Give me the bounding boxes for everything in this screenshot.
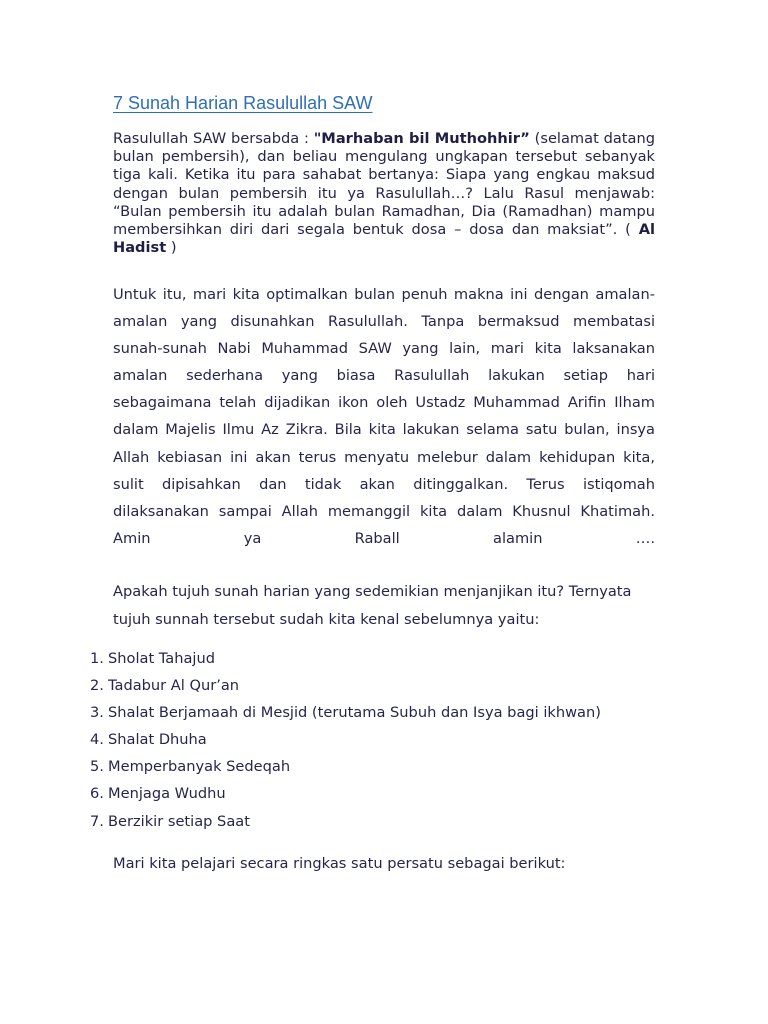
list-text: Shalat Dhuha [108, 731, 207, 749]
list-text: Shalat Berjamaah di Mesjid (terutama Subuh dan Isya bagi ikhwan) [108, 704, 601, 722]
list-item [90, 675, 601, 702]
list-item [90, 783, 601, 810]
list-item [90, 756, 601, 783]
list-item [90, 648, 601, 675]
list-text: Berzikir setiap Saat [108, 812, 250, 830]
list-number: 7. [90, 812, 104, 830]
intro-text-end: ) [166, 239, 177, 257]
list-number: 2. [90, 677, 104, 695]
intro-source-bold: Al Hadist [113, 221, 655, 257]
body-paragraph-2: Untuk itu, mari kita optimalkan bulan penuh makna ini dengan amalan-amalan yang disunahkan Rasulullah. Tanpa bermaksud membatasi sunah-sunah Nabi Muhammad SAW yang lain, mari kita laksanakan amalan sederhana yang biasa Rasulullah lakukan setiap hari sebagaimana telah dijadikan ikon oleh Ustadz Muhammad Arifin Ilham dalam Majelis Ilmu Az Zikra. Bila kita lakukan selama satu bulan, insya Allah kebiasan ini akan terus menyatu melebur dalam kehidupan kita, sulit dipisahkan dan tidak akan ditinggalkan. Terus istiqomah dilaksanakan sampai Allah memanggil kita dalam Khusnul Khatimah. Amin ya Raball alamin …. [113, 286, 655, 547]
body-paragraph-4: Mari kita pelajari secara ringkas satu persatu sebagai berikut: [113, 855, 566, 872]
list-number: 3. [90, 704, 104, 722]
list-item [90, 729, 601, 756]
body-paragraph-3: Apakah tujuh sunah harian yang sedemikian menjanjikan itu? Ternyata tujuh sunnah tersebut sudah kita kenal sebelumnya yaitu: [113, 583, 632, 628]
list-number: 4. [90, 731, 104, 749]
list-text: Tadabur Al Qur’an [108, 677, 240, 695]
intro-paragraph [113, 130, 655, 257]
list-number: 5. [90, 758, 104, 776]
list-text: Memperbanyak Sedeqah [108, 758, 291, 776]
intro-text-body: (selamat datang bulan pembersih), dan beliau mengulang ungkapan tersebut sebanyak tiga kali. Ketika itu para sahabat bertanya: Siapa yang engkau maksud dengan bulan pembersih itu ya Rasulullah…? Lalu Rasul menjawab: “Bulan pembersih itu adalah bulan Ramadhan, Dia (Ramadhan) mampu membersihkan diri dari segala bentuk dosa – dosa dan maksiat”. ( [113, 130, 655, 239]
list-item [90, 702, 601, 729]
list-text: Menjaga Wudhu [108, 785, 226, 803]
list-number: 1. [90, 650, 104, 667]
sunah-list [90, 648, 601, 838]
intro-text-start: Rasulullah SAW bersabda : [113, 130, 314, 147]
list-item [90, 811, 601, 838]
document-title-link[interactable]: 7 Sunah Harian Rasulullah SAW [113, 93, 373, 113]
intro-quote-bold: "Marhaban bil Muthohhir” [313, 130, 530, 147]
list-number: 6. [90, 785, 104, 803]
list-text: Sholat Tahajud [108, 650, 216, 667]
